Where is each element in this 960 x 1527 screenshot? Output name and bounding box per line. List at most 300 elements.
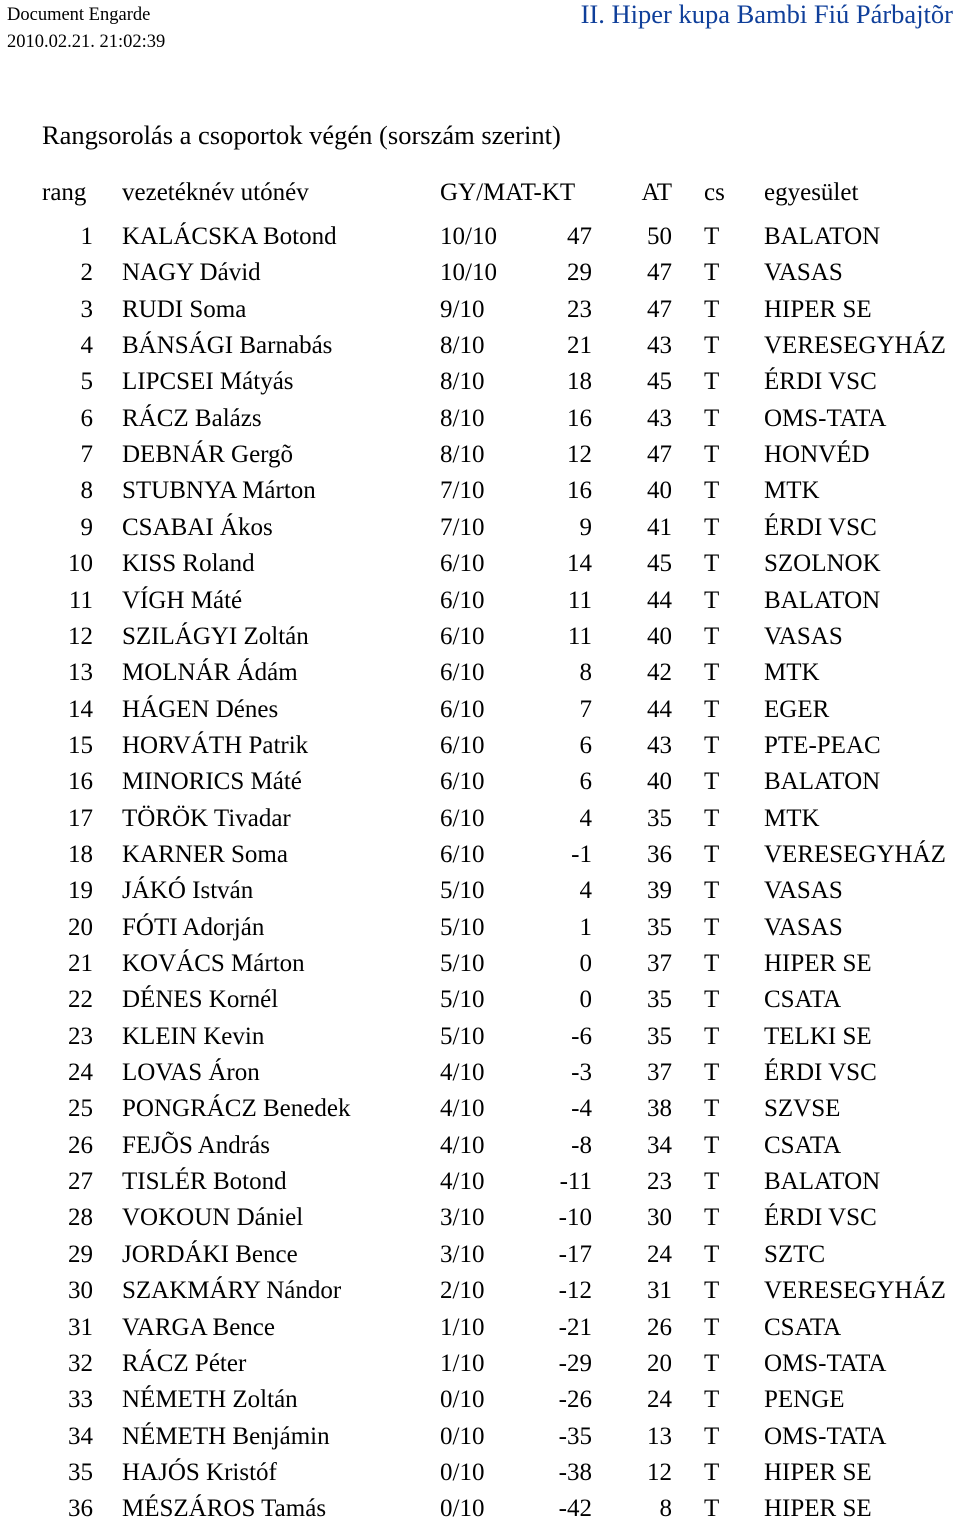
row-at: 26	[647, 1314, 672, 1341]
row-gy-mat: 0/10	[440, 1459, 485, 1486]
row-at: 20	[647, 1350, 672, 1377]
column-header-rank: rang	[42, 179, 87, 206]
row-cs: T	[704, 914, 720, 941]
row-name: FÓTI Adorján	[122, 914, 265, 941]
row-rank: 19	[68, 877, 93, 904]
table-header-row	[0, 175, 960, 211]
row-cs: T	[704, 1095, 720, 1122]
row-name: SZILÁGYI Zoltán	[122, 623, 309, 650]
table-row	[0, 473, 960, 509]
row-rank: 11	[68, 587, 93, 614]
row-at: 35	[647, 986, 672, 1013]
row-gy-mat: 4/10	[440, 1059, 485, 1086]
row-cs: T	[704, 696, 720, 723]
row-rank: 33	[68, 1386, 93, 1413]
competition-title: II. Hiper kupa Bambi Fiú Párbajtõr	[580, 0, 953, 29]
row-cs: T	[704, 441, 720, 468]
row-name: LOVAS Áron	[122, 1059, 260, 1086]
row-name: VÍGH Máté	[122, 587, 243, 614]
row-name: KOVÁCS Márton	[122, 950, 305, 977]
table-row	[0, 1091, 960, 1127]
row-gy-mat: 3/10	[440, 1204, 485, 1231]
row-kt: -10	[558, 1204, 592, 1231]
column-header-gy-mat-kt: GY/MAT-KT	[440, 179, 576, 206]
row-rank: 35	[68, 1459, 93, 1486]
row-club: VERESEGYHÁZ	[764, 1277, 946, 1304]
row-at: 24	[647, 1386, 672, 1413]
row-rank: 6	[80, 405, 93, 432]
row-club: VASAS	[764, 259, 843, 286]
row-rank: 18	[68, 841, 93, 868]
row-gy-mat: 6/10	[440, 587, 485, 614]
row-cs: T	[704, 1350, 720, 1377]
row-club: SZTC	[764, 1241, 826, 1268]
row-kt: 7	[579, 696, 592, 723]
row-at: 37	[647, 950, 672, 977]
row-at: 35	[647, 914, 672, 941]
row-kt: 4	[579, 877, 592, 904]
row-club: OMS-TATA	[764, 405, 887, 432]
row-at: 43	[647, 332, 672, 359]
row-at: 38	[647, 1095, 672, 1122]
row-name: JORDÁKI Bence	[122, 1241, 298, 1268]
row-kt: 29	[567, 259, 592, 286]
row-rank: 16	[68, 768, 93, 795]
row-at: 35	[647, 805, 672, 832]
table-row	[0, 1346, 960, 1382]
column-header-cs: cs	[704, 179, 725, 206]
row-cs: T	[704, 1423, 720, 1450]
row-cs: T	[704, 659, 720, 686]
row-rank: 10	[68, 550, 93, 577]
row-gy-mat: 4/10	[440, 1095, 485, 1122]
row-name: MÉSZÁROS Tamás	[122, 1495, 327, 1522]
row-name: TISLÉR Botond	[122, 1168, 287, 1195]
row-name: DÉNES Kornél	[122, 986, 279, 1013]
row-cs: T	[704, 296, 720, 323]
row-rank: 29	[68, 1241, 93, 1268]
row-gy-mat: 1/10	[440, 1350, 485, 1377]
row-cs: T	[704, 877, 720, 904]
row-gy-mat: 5/10	[440, 1023, 485, 1050]
row-at: 31	[647, 1277, 672, 1304]
row-gy-mat: 7/10	[440, 514, 485, 541]
row-kt: -21	[558, 1314, 592, 1341]
row-name: KISS Roland	[122, 550, 255, 577]
table-row	[0, 910, 960, 946]
row-gy-mat: 3/10	[440, 1241, 485, 1268]
row-cs: T	[704, 1459, 720, 1486]
row-kt: 47	[567, 223, 592, 250]
row-name: KLEIN Kevin	[122, 1023, 265, 1050]
column-header-at: AT	[641, 179, 672, 206]
row-gy-mat: 5/10	[440, 914, 485, 941]
row-name: SZAKMÁRY Nándor	[122, 1277, 342, 1304]
row-gy-mat: 7/10	[440, 477, 485, 504]
table-row	[0, 1237, 960, 1273]
row-club: OMS-TATA	[764, 1423, 887, 1450]
document-header-info	[7, 2, 165, 56]
row-rank: 32	[68, 1350, 93, 1377]
row-rank: 22	[68, 986, 93, 1013]
row-gy-mat: 2/10	[440, 1277, 485, 1304]
row-rank: 2	[80, 259, 93, 286]
row-name: HAJÓS Kristóf	[122, 1459, 277, 1486]
row-cs: T	[704, 732, 720, 759]
row-rank: 4	[80, 332, 93, 359]
row-kt: -29	[558, 1350, 592, 1377]
row-kt: 9	[579, 514, 592, 541]
table-row	[0, 1491, 960, 1527]
table-row	[0, 1273, 960, 1309]
row-rank: 24	[68, 1059, 93, 1086]
row-rank: 28	[68, 1204, 93, 1231]
row-cs: T	[704, 259, 720, 286]
row-name: CSABAI Ákos	[122, 514, 273, 541]
row-gy-mat: 8/10	[440, 332, 485, 359]
row-cs: T	[704, 841, 720, 868]
row-rank: 7	[80, 441, 93, 468]
row-kt: 18	[567, 368, 592, 395]
row-at: 47	[647, 259, 672, 286]
table-row	[0, 801, 960, 837]
row-cs: T	[704, 1495, 720, 1522]
row-club: PENGE	[764, 1386, 845, 1413]
row-gy-mat: 0/10	[440, 1386, 485, 1413]
row-cs: T	[704, 623, 720, 650]
row-kt: 1	[579, 914, 592, 941]
table-row	[0, 837, 960, 873]
row-kt: 14	[567, 550, 592, 577]
section-title: Rangsorolás a csoportok végén (sorszám szerint)	[42, 120, 561, 150]
table-row	[0, 1419, 960, 1455]
row-kt: -38	[558, 1459, 592, 1486]
row-kt: 16	[567, 477, 592, 504]
row-rank: 1	[80, 223, 93, 250]
row-rank: 23	[68, 1023, 93, 1050]
row-club: OMS-TATA	[764, 1350, 887, 1377]
row-kt: -12	[558, 1277, 592, 1304]
row-gy-mat: 9/10	[440, 296, 485, 323]
row-at: 30	[647, 1204, 672, 1231]
row-club: VASAS	[764, 914, 843, 941]
row-rank: 3	[80, 296, 93, 323]
row-name: BÁNSÁGI Barnabás	[122, 332, 333, 359]
row-rank: 36	[68, 1495, 93, 1522]
row-gy-mat: 6/10	[440, 805, 485, 832]
row-club: HONVÉD	[764, 441, 870, 468]
row-gy-mat: 10/10	[440, 223, 497, 250]
row-cs: T	[704, 405, 720, 432]
table-row	[0, 655, 960, 691]
row-club: MTK	[764, 805, 820, 832]
table-row	[0, 873, 960, 909]
row-cs: T	[704, 1241, 720, 1268]
row-at: 35	[647, 1023, 672, 1050]
row-club: PTE-PEAC	[764, 732, 881, 759]
row-at: 40	[647, 477, 672, 504]
row-name: HÁGEN Dénes	[122, 696, 279, 723]
row-club: HIPER SE	[764, 950, 872, 977]
row-cs: T	[704, 514, 720, 541]
row-kt: 11	[567, 587, 592, 614]
row-kt: -17	[558, 1241, 592, 1268]
table-row	[0, 946, 960, 982]
row-club: BALATON	[764, 1168, 881, 1195]
table-row	[0, 1128, 960, 1164]
row-club: SZOLNOK	[764, 550, 881, 577]
row-cs: T	[704, 1204, 720, 1231]
row-kt: -42	[558, 1495, 592, 1522]
table-row	[0, 219, 960, 255]
row-club: VERESEGYHÁZ	[764, 841, 946, 868]
row-rank: 30	[68, 1277, 93, 1304]
row-at: 12	[647, 1459, 672, 1486]
row-rank: 27	[68, 1168, 93, 1195]
row-cs: T	[704, 805, 720, 832]
column-header-club: egyesület	[764, 179, 859, 206]
row-kt: 8	[579, 659, 592, 686]
row-at: 47	[647, 296, 672, 323]
row-rank: 17	[68, 805, 93, 832]
row-rank: 14	[68, 696, 93, 723]
row-gy-mat: 6/10	[440, 623, 485, 650]
row-at: 34	[647, 1132, 672, 1159]
row-name: RÁCZ Balázs	[122, 405, 262, 432]
row-club: VERESEGYHÁZ	[764, 332, 946, 359]
row-kt: -1	[571, 841, 592, 868]
table-row	[0, 692, 960, 728]
row-rank: 8	[80, 477, 93, 504]
row-gy-mat: 4/10	[440, 1168, 485, 1195]
row-kt: -35	[558, 1423, 592, 1450]
row-club: ÉRDI VSC	[764, 1204, 877, 1231]
row-name: MINORICS Máté	[122, 768, 302, 795]
row-club: SZVSE	[764, 1095, 841, 1122]
row-name: RUDI Soma	[122, 296, 247, 323]
row-at: 8	[659, 1495, 672, 1522]
row-kt: 16	[567, 405, 592, 432]
row-rank: 26	[68, 1132, 93, 1159]
row-name: PONGRÁCZ Benedek	[122, 1095, 351, 1122]
row-at: 24	[647, 1241, 672, 1268]
row-rank: 5	[80, 368, 93, 395]
row-club: MTK	[764, 477, 820, 504]
table-row	[0, 292, 960, 328]
row-cs: T	[704, 950, 720, 977]
row-rank: 9	[80, 514, 93, 541]
row-name: TÖRÖK Tivadar	[122, 805, 291, 832]
row-gy-mat: 10/10	[440, 259, 497, 286]
row-name: NÉMETH Zoltán	[122, 1386, 298, 1413]
row-club: TELKI SE	[764, 1023, 872, 1050]
column-header-name: vezetéknév utónév	[122, 179, 309, 206]
row-cs: T	[704, 1023, 720, 1050]
table-row	[0, 1164, 960, 1200]
row-cs: T	[704, 223, 720, 250]
row-cs: T	[704, 1132, 720, 1159]
row-cs: T	[704, 477, 720, 504]
row-kt: 11	[567, 623, 592, 650]
row-club: BALATON	[764, 223, 881, 250]
row-name: FEJÕS András	[122, 1132, 270, 1159]
row-rank: 25	[68, 1095, 93, 1122]
row-name: NAGY Dávid	[122, 259, 261, 286]
row-gy-mat: 5/10	[440, 986, 485, 1013]
row-cs: T	[704, 368, 720, 395]
row-rank: 34	[68, 1423, 93, 1450]
row-name: RÁCZ Péter	[122, 1350, 247, 1377]
row-gy-mat: 6/10	[440, 841, 485, 868]
row-cs: T	[704, 332, 720, 359]
row-club: ÉRDI VSC	[764, 514, 877, 541]
row-gy-mat: 5/10	[440, 877, 485, 904]
row-at: 36	[647, 841, 672, 868]
row-club: CSATA	[764, 986, 842, 1013]
row-at: 47	[647, 441, 672, 468]
row-at: 13	[647, 1423, 672, 1450]
table-row	[0, 401, 960, 437]
row-cs: T	[704, 1059, 720, 1086]
row-gy-mat: 0/10	[440, 1423, 485, 1450]
row-gy-mat: 6/10	[440, 732, 485, 759]
row-gy-mat: 6/10	[440, 768, 485, 795]
row-gy-mat: 6/10	[440, 550, 485, 577]
table-row	[0, 619, 960, 655]
row-kt: 4	[579, 805, 592, 832]
row-at: 45	[647, 368, 672, 395]
row-gy-mat: 8/10	[440, 441, 485, 468]
row-rank: 13	[68, 659, 93, 686]
row-cs: T	[704, 550, 720, 577]
row-cs: T	[704, 768, 720, 795]
table-row	[0, 328, 960, 364]
row-at: 41	[647, 514, 672, 541]
row-kt: 6	[579, 768, 592, 795]
row-kt: -26	[558, 1386, 592, 1413]
row-club: ÉRDI VSC	[764, 1059, 877, 1086]
table-row	[0, 764, 960, 800]
row-club: EGER	[764, 696, 830, 723]
row-club: HIPER SE	[764, 1459, 872, 1486]
row-name: LIPCSEI Mátyás	[122, 368, 294, 395]
row-at: 43	[647, 405, 672, 432]
row-club: BALATON	[764, 768, 881, 795]
row-rank: 12	[68, 623, 93, 650]
row-kt: -3	[571, 1059, 592, 1086]
row-at: 40	[647, 623, 672, 650]
row-name: MOLNÁR Ádám	[122, 659, 298, 686]
row-name: STUBNYA Márton	[122, 477, 316, 504]
row-club: HIPER SE	[764, 296, 872, 323]
row-name: VOKOUN Dániel	[122, 1204, 304, 1231]
row-kt: -11	[559, 1168, 592, 1195]
table-row	[0, 510, 960, 546]
row-at: 44	[647, 696, 672, 723]
row-club: MTK	[764, 659, 820, 686]
table-row	[0, 583, 960, 619]
row-at: 45	[647, 550, 672, 577]
row-name: VARGA Bence	[122, 1314, 276, 1341]
table-row	[0, 1200, 960, 1236]
row-gy-mat: 5/10	[440, 950, 485, 977]
row-name: HORVÁTH Patrik	[122, 732, 309, 759]
row-gy-mat: 1/10	[440, 1314, 485, 1341]
table-row	[0, 1310, 960, 1346]
row-cs: T	[704, 1386, 720, 1413]
row-name: JÁKÓ István	[122, 877, 254, 904]
table-row	[0, 982, 960, 1018]
table-row	[0, 546, 960, 582]
row-name: KARNER Soma	[122, 841, 288, 868]
row-club: VASAS	[764, 877, 843, 904]
row-kt: 0	[579, 950, 592, 977]
row-at: 40	[647, 768, 672, 795]
row-kt: 0	[579, 986, 592, 1013]
row-rank: 20	[68, 914, 93, 941]
row-name: NÉMETH Benjámin	[122, 1423, 330, 1450]
row-gy-mat: 0/10	[440, 1495, 485, 1522]
row-at: 23	[647, 1168, 672, 1195]
row-name: DEBNÁR Gergõ	[122, 441, 294, 468]
row-rank: 15	[68, 732, 93, 759]
table-row	[0, 437, 960, 473]
row-at: 50	[647, 223, 672, 250]
row-gy-mat: 4/10	[440, 1132, 485, 1159]
row-kt: 12	[567, 441, 592, 468]
row-club: HIPER SE	[764, 1495, 872, 1522]
row-rank: 31	[68, 1314, 93, 1341]
row-kt: 6	[579, 732, 592, 759]
row-club: CSATA	[764, 1314, 842, 1341]
print-datetime: 2010.02.21. 21:02:39	[7, 32, 166, 52]
row-at: 42	[647, 659, 672, 686]
row-cs: T	[704, 1314, 720, 1341]
row-kt: -8	[571, 1132, 592, 1159]
row-cs: T	[704, 1277, 720, 1304]
row-at: 43	[647, 732, 672, 759]
row-club: ÉRDI VSC	[764, 368, 877, 395]
row-at: 39	[647, 877, 672, 904]
table-row	[0, 364, 960, 400]
table-row	[0, 1019, 960, 1055]
software-name: Document Engarde	[7, 5, 151, 25]
table-row	[0, 255, 960, 291]
row-gy-mat: 8/10	[440, 368, 485, 395]
row-cs: T	[704, 986, 720, 1013]
row-at: 37	[647, 1059, 672, 1086]
row-club: BALATON	[764, 587, 881, 614]
row-rank: 21	[68, 950, 93, 977]
table-row	[0, 1055, 960, 1091]
row-gy-mat: 6/10	[440, 696, 485, 723]
row-gy-mat: 8/10	[440, 405, 485, 432]
row-kt: -6	[571, 1023, 592, 1050]
row-kt: -4	[571, 1095, 592, 1122]
row-gy-mat: 6/10	[440, 659, 485, 686]
row-club: CSATA	[764, 1132, 842, 1159]
row-name: KALÁCSKA Botond	[122, 223, 337, 250]
row-cs: T	[704, 1168, 720, 1195]
row-kt: 21	[567, 332, 592, 359]
row-cs: T	[704, 587, 720, 614]
table-row	[0, 1455, 960, 1491]
table-row	[0, 1382, 960, 1418]
row-at: 44	[647, 587, 672, 614]
table-row	[0, 728, 960, 764]
row-club: VASAS	[764, 623, 843, 650]
row-kt: 23	[567, 296, 592, 323]
